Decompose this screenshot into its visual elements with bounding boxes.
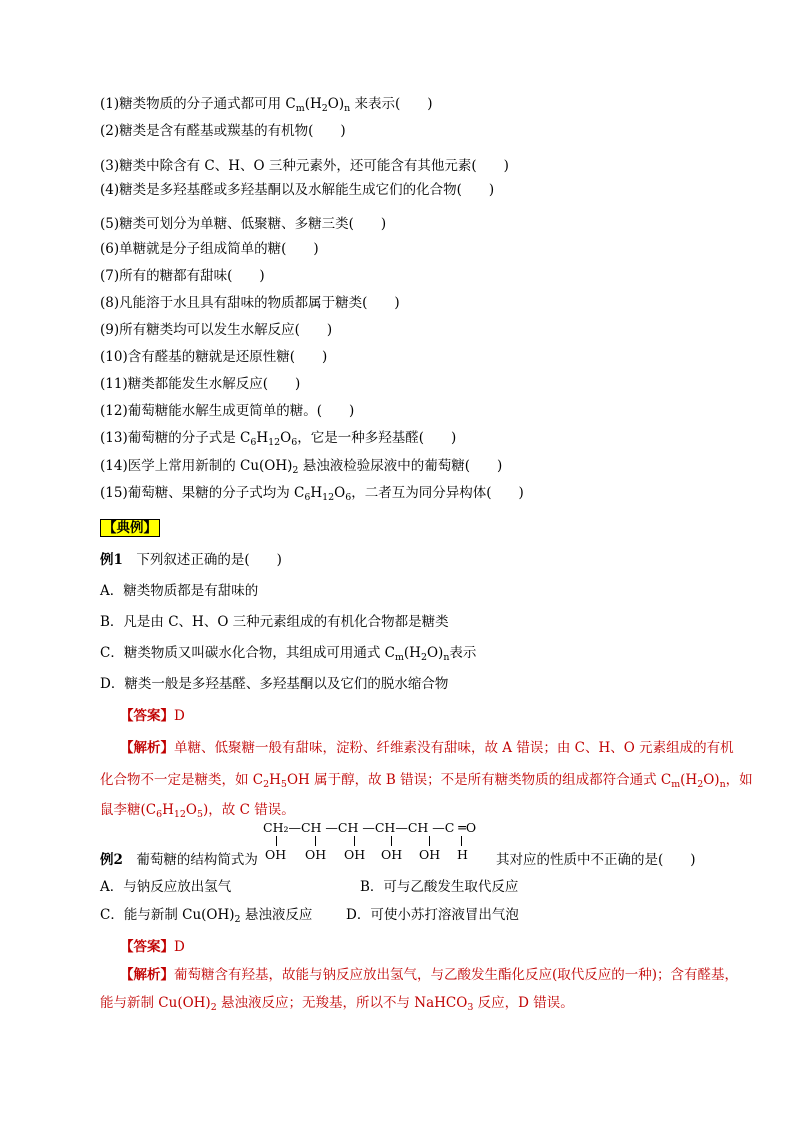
judgment-14: (14)医学上常用新制的 $Cu(OH)_2$ 悬浊液检验尿液中的葡萄糖( ) [100, 458, 503, 476]
example-2-answer: 【答案】D [120, 939, 185, 955]
glucose-structure-formula [263, 821, 483, 865]
example-2-question: 例2 葡萄糖的结构简式为 [100, 852, 258, 868]
structure-oh-5: OH [419, 847, 441, 862]
example-2-question-tail: 其对应的性质中不正确的是( ) [496, 852, 696, 868]
example-1-option-d: D．糖类一般是多羟基醛、多羟基酮以及它们的脱水缩合物 [100, 676, 449, 692]
example-1-answer: 【答案】D [120, 708, 185, 724]
structure-main-chain: CH₂—CH —CH —CH—CH —C ═O [263, 820, 477, 835]
judgment-4: (4)糖类是多羟基醛或多羟基酮以及水解能生成它们的化合物( ) [100, 182, 495, 198]
example-1-question: 例1 下列叙述正确的是( ) [100, 552, 282, 568]
judgment-9: (9)所有糖类均可以发生水解反应( ) [100, 322, 333, 338]
judgment-11: (11)糖类都能发生水解反应( ) [100, 376, 301, 392]
judgment-13: (13)葡萄糖的分子式是 $C_6H_{12}O_6$，它是一种多羟基醛( ) [100, 430, 457, 448]
example-1-analysis-line-3: 鼠李糖$(C_6H_{12}O_5)$，故 C 错误。 [100, 802, 295, 820]
judgment-8: (8)凡能溶于水且具有甜味的物质都属于糖类( ) [100, 295, 400, 311]
judgment-10: (10)含有醛基的糖就是还原性糖( ) [100, 349, 328, 365]
judgment-3: (3)糖类中除含有 C、H、O 三种元素外，还可能含有其他元素( ) [100, 158, 509, 174]
example-1-analysis-line-1: 【解析】单糖、低聚糖一般有甜味，淀粉、纤维素没有甜味，故 A 错误；由 C、H、O 元素组成的有机 [120, 740, 734, 756]
judgment-2: (2)糖类是含有醛基或羰基的有机物( ) [100, 123, 346, 139]
judgment-1: (1)糖类物质的分子通式都可用 $C_m(H_2O)_n$ 来表示( ) [100, 96, 433, 114]
judgment-12: (12)葡萄糖能水解生成更简单的糖。( ) [100, 403, 355, 419]
example-2-option-a: A．与钠反应放出氢气 [100, 879, 232, 895]
structure-oh-1: OH [265, 847, 287, 862]
example-1-option-c: C．糖类物质又叫碳水化合物，其组成可用通式 $C_m(H_2O)_n$表示 [100, 645, 477, 663]
example-1-analysis-line-2: 化合物不一定是糖类，如 $C_2H_5OH$ 属于醇，故 B 错误；不是所有糖类物质的组成都符合通式 $C_m(H_2O)_n$，如 [100, 772, 753, 790]
section-heading: 【典例】 [100, 519, 160, 537]
example-2-option-d: D．可使小苏打溶液冒出气泡 [346, 907, 519, 923]
example-1-option-b: B．凡是由 C、H、O 三种元素组成的有机化合物都是糖类 [100, 614, 449, 630]
structure-h: H [457, 847, 468, 862]
example-2-option-b: B．可与乙酸发生取代反应 [360, 879, 519, 895]
structure-oh-2: OH [305, 847, 327, 862]
structure-oh-3: OH [344, 847, 366, 862]
judgment-5: (5)糖类可划分为单糖、低聚糖、多糖三类( ) [100, 216, 387, 232]
structure-oh-4: OH [381, 847, 403, 862]
example-2-option-c: C．能与新制 $Cu(OH)_2$ 悬浊液反应 [100, 907, 313, 925]
judgment-6: (6)单糖就是分子组成简单的糖( ) [100, 241, 319, 257]
judgment-15: (15)葡萄糖、果糖的分子式均为 $C_6H_{12}O_6$，二者互为同分异构体( ) [100, 485, 524, 503]
example-1-option-a: A．糖类物质都是有甜味的 [100, 583, 259, 599]
example-2-analysis-line-1: 【解析】葡萄糖含有羟基，故能与钠反应放出氢气，与乙酸发生酯化反应(取代反应的一种)；含有醛基， [120, 967, 739, 983]
judgment-7: (7)所有的糖都有甜味( ) [100, 268, 265, 284]
example-2-analysis-line-2: 能与新制 $Cu(OH)_2$ 悬浊液反应；无羧基，所以不与 NaHCO$_3$ 反应，D 错误。 [100, 995, 574, 1013]
